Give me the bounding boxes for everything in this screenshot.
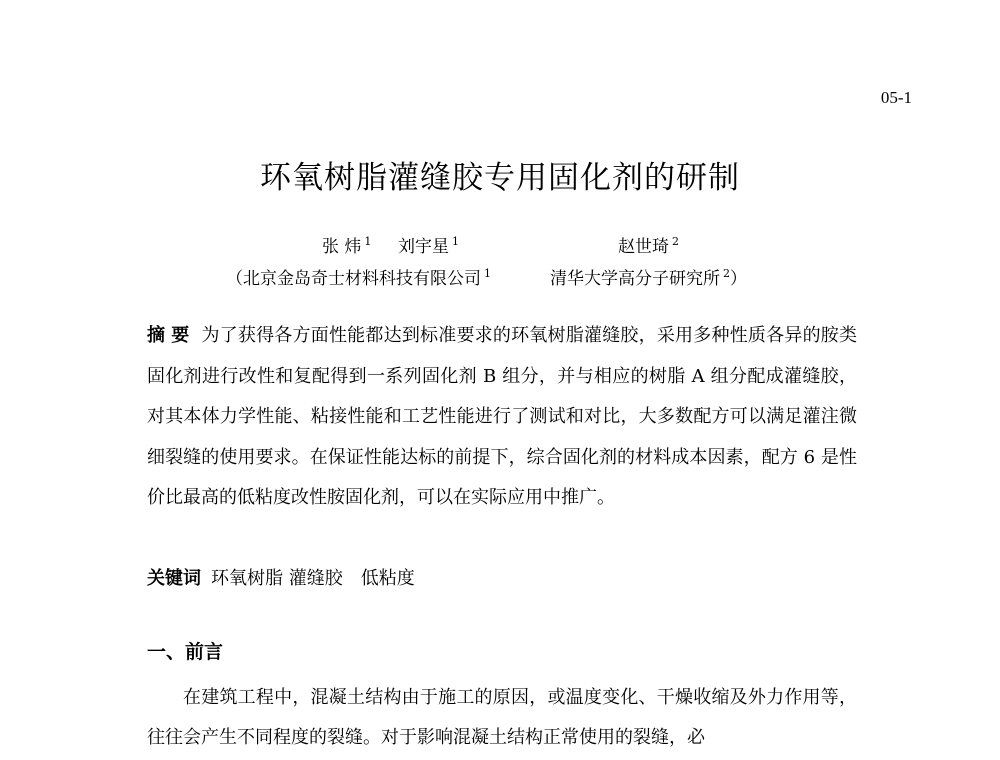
open-paren: （ — [226, 269, 243, 289]
affiliation-name: 北京金岛奇士材料科技有限公司 — [243, 269, 481, 289]
author-name: 赵世琦 — [618, 237, 669, 257]
author-2 — [398, 232, 459, 257]
abstract-label: 摘要 — [147, 325, 196, 346]
abstract-text: 为了获得各方面性能都达到标准要求的环氧树脂灌缝胶，采用多种性质各异的胺类固化剂进行改性和复配得到一系列固化剂 B 组分，并与相应的树脂 A 组分配成灌缝胶，对其本体力学性能、粘接性能和工艺性能进行了测试和对比，大多数配方可以满足灌注微细裂缝的使用要求。在保证性能达标的前提下，综合固化剂的材料成本因素，配方 6 是性价比最高的低粘度改性胺固化剂，可以在实际应用中推广。 — [147, 325, 858, 508]
affiliation-mark: 1 — [484, 267, 491, 281]
affiliation-mark: 2 — [672, 235, 679, 249]
keywords-text: 环氧树脂 灌缝胶 低粘度 — [211, 568, 415, 589]
affiliation-mark: 2 — [723, 267, 730, 281]
close-paren: ） — [730, 269, 747, 289]
keywords-label: 关键词 — [147, 568, 201, 589]
affiliation-2 — [550, 264, 747, 289]
affiliation-mark: 1 — [452, 235, 459, 249]
author-name: 张 炜 — [322, 237, 362, 257]
section-body-introduction: 在建筑工程中，混凝土结构由于施工的原因，或温度变化、干燥收缩及外力作用等，往往会产生不同程度的裂缝。对于影响混凝土结构正常使用的裂缝，必 — [147, 687, 857, 748]
paper-title: 环氧树脂灌缝胶专用固化剂的研制 — [260, 160, 740, 196]
affiliation-mark: 1 — [364, 235, 372, 249]
affiliation-name: 清华大学高分子研究所 — [550, 269, 720, 289]
keywords — [147, 564, 415, 590]
section-heading-introduction: 一、前言 — [147, 641, 224, 663]
page-number: 05-1 — [880, 88, 912, 107]
author-3 — [618, 232, 679, 257]
abstract — [147, 316, 857, 519]
author-1 — [322, 232, 371, 257]
author-name: 刘宇星 — [398, 237, 449, 257]
affiliation-1 — [226, 264, 491, 289]
